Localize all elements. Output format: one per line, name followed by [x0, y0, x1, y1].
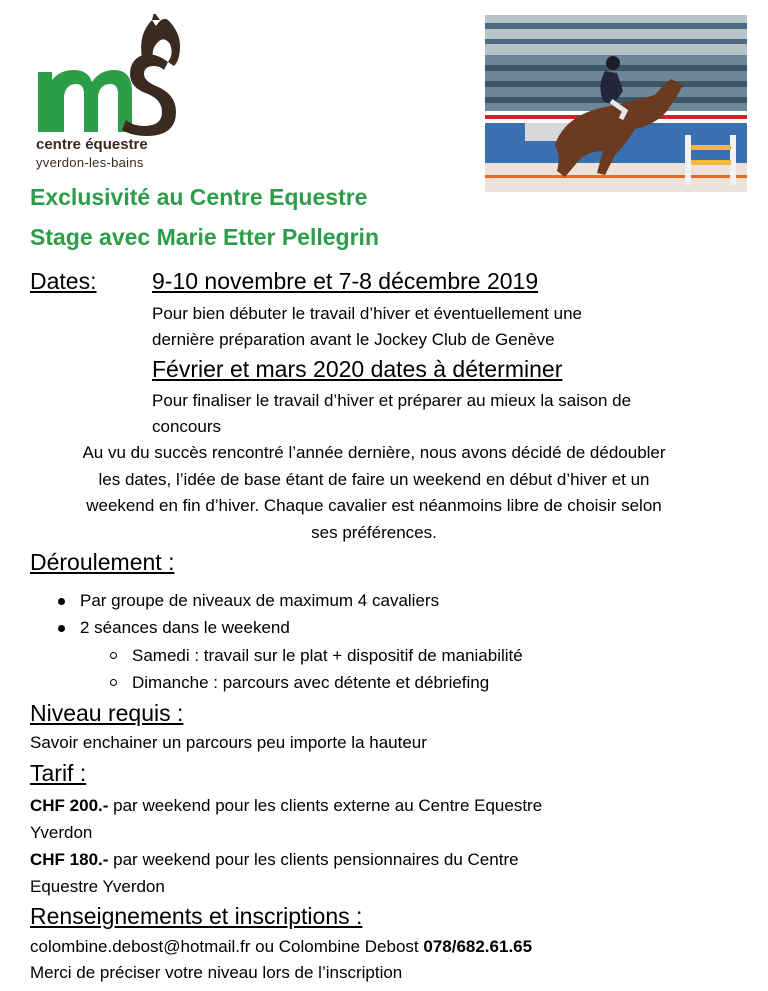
date-primary: 9-10 novembre et 7-8 décembre 2019: [152, 268, 539, 294]
dates-heading: Dates:: [30, 268, 97, 294]
tarif-line1b: Yverdon: [30, 823, 93, 842]
date-primary-desc-line1: Pour bien débuter le travail d’hiver et éventuellement une: [152, 304, 582, 323]
contact-note: Merci de préciser votre niveau lors de l’inscription: [30, 963, 403, 982]
tarif-line2: CHF 180.- par weekend pour les clients pensionnaires du Centre: [30, 850, 519, 869]
price-external: CHF 200.-: [30, 796, 109, 815]
contact-heading: Renseignements et inscriptions :: [30, 903, 363, 929]
list-item: Samedi : travail sur le plat + dispositif de maniabilité: [132, 646, 523, 673]
niveau-heading: Niveau requis :: [30, 700, 184, 726]
contact-phone: 078/682.61.65: [423, 937, 533, 956]
bullet-circle-icon: [110, 652, 117, 659]
bullet-dot-icon: [58, 598, 65, 605]
horse-jumping-photo: [485, 15, 747, 192]
contact-email[interactable]: colombine.debost@hotmail.fr: [30, 937, 251, 956]
intro-paragraph: [18, 440, 730, 546]
list-item: Dimanche : parcours avec détente et débriefing: [132, 673, 523, 700]
title-line2: Stage avec Marie Etter Pellegrin: [30, 224, 379, 250]
intro-line2: les dates, l’idée de base étant de faire un weekend en début d’hiver et un: [98, 469, 650, 489]
deroulement-heading: Déroulement :: [30, 549, 175, 575]
bullet-circle-icon: [110, 679, 117, 686]
deroulement-list: [80, 591, 439, 645]
tarif-line2b: Equestre Yverdon: [30, 877, 165, 896]
niveau-text: Savoir enchainer un parcours peu importe la hauteur: [30, 733, 427, 752]
contact-line: colombine.debost@hotmail.fr ou Colombine Debost 078/682.61.65: [30, 937, 533, 956]
intro-line1: Au vu du succès rencontré l’année dernière, nous avons décidé de dédoubler: [82, 443, 666, 462]
bullet-dot-icon: [58, 625, 65, 632]
centre-logo: [34, 14, 184, 174]
list-item: 2 séances dans le weekend: [80, 618, 439, 645]
date-secondary-desc-line2: concours: [152, 417, 221, 436]
intro-line3: weekend en fin d’hiver. Chaque cavalier est néanmoins libre de choisir selon: [86, 496, 662, 515]
logo-text-line1: centre équestre: [36, 136, 148, 153]
list-item: Par groupe de niveaux de maximum 4 cavaliers: [80, 591, 439, 618]
title-line1: Exclusivité au Centre Equestre: [30, 184, 368, 210]
tarif-heading: Tarif :: [30, 760, 87, 786]
price-pensionnaire: CHF 180.-: [30, 850, 109, 869]
logo-ms-horse-icon: [34, 14, 184, 136]
date-secondary: Février et mars 2020 dates à déterminer: [152, 356, 563, 382]
tarif-line1: CHF 200.- par weekend pour les clients externe au Centre Equestre: [30, 796, 543, 815]
deroulement-sublist: [132, 646, 523, 700]
date-primary-desc-line2: dernière préparation avant le Jockey Club de Genève: [152, 330, 555, 349]
date-secondary-desc-line1: Pour finaliser le travail d’hiver et préparer au mieux la saison de: [152, 391, 632, 410]
intro-line4: ses préférences.: [311, 522, 437, 542]
logo-text-line2: yverdon-les-bains: [36, 155, 144, 170]
